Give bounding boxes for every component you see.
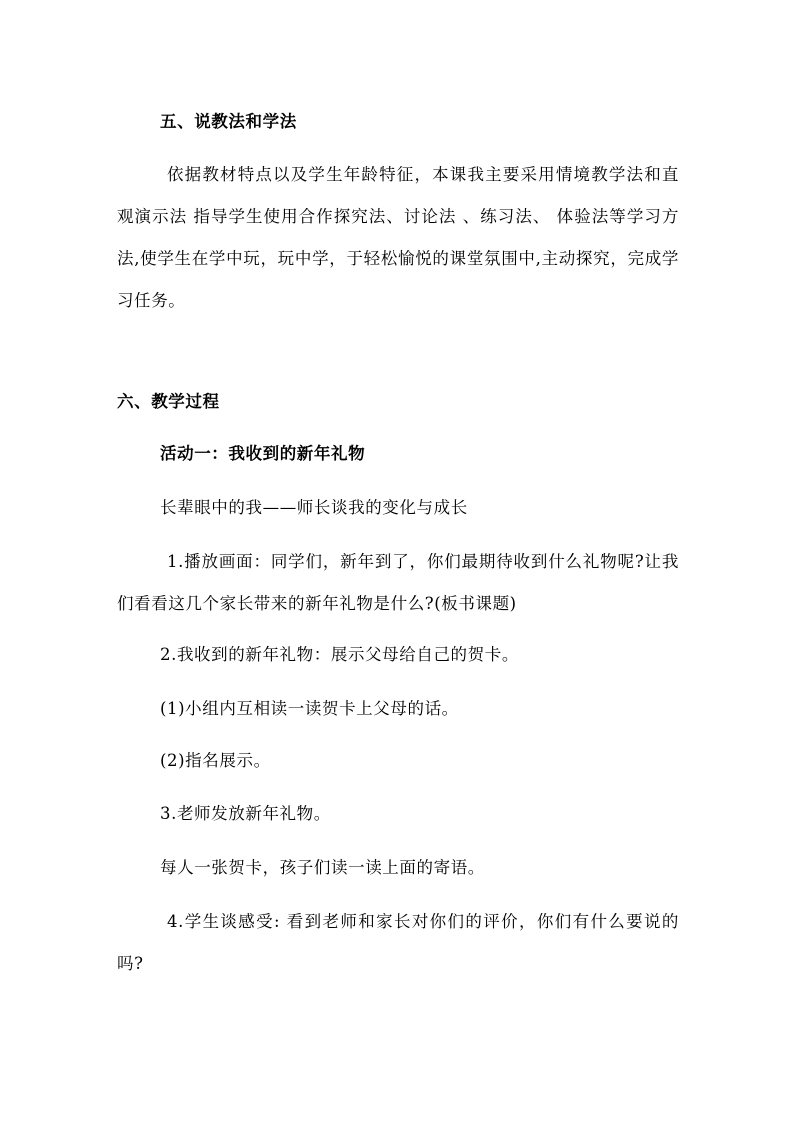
item-3-note: 每人一张贺卡，孩子们读一读上面的寄语。 <box>160 858 485 877</box>
activity-1-title: 活动一：我收到的新年礼物 <box>160 444 366 463</box>
item-3-text: 3.老师发放新年礼物。 <box>160 804 331 823</box>
item-4-paragraph: 4.学生谈感受: 看到老师和家长对你们的评价，你们有什么要说的吗? <box>117 912 679 973</box>
section-6-heading: 六、教学过程 <box>117 392 220 411</box>
section-5-paragraph: 依据教材特点以及学生年龄特征，本课我主要采用情境教学法和直观演示法 指导学生使用合作探究法、讨论法 、练习法、 体验法等学习方法,使学生在学中玩，玩中学，于轻松愉悦的课堂氛围中,主动探究，完成学习任务。 <box>117 165 679 310</box>
item-2-2-text: (2)指名展示。 <box>160 751 271 770</box>
item-1-paragraph: 1.播放画面：同学们，新年到了，你们最期待收到什么礼物呢?让我们看看这几个家长带来的新年礼物是什么?(板书课题) <box>117 552 679 613</box>
item-2-text: 2.我收到的新年礼物：展示父母给自己的贺卡。 <box>160 645 519 664</box>
item-2-1-text: (1)小组内互相读一读贺卡上父母的话。 <box>160 699 459 718</box>
section-5-heading: 五、说教法和学法 <box>160 112 297 131</box>
activity-1-subtitle: 长辈眼中的我——师长谈我的变化与成长 <box>160 498 468 517</box>
